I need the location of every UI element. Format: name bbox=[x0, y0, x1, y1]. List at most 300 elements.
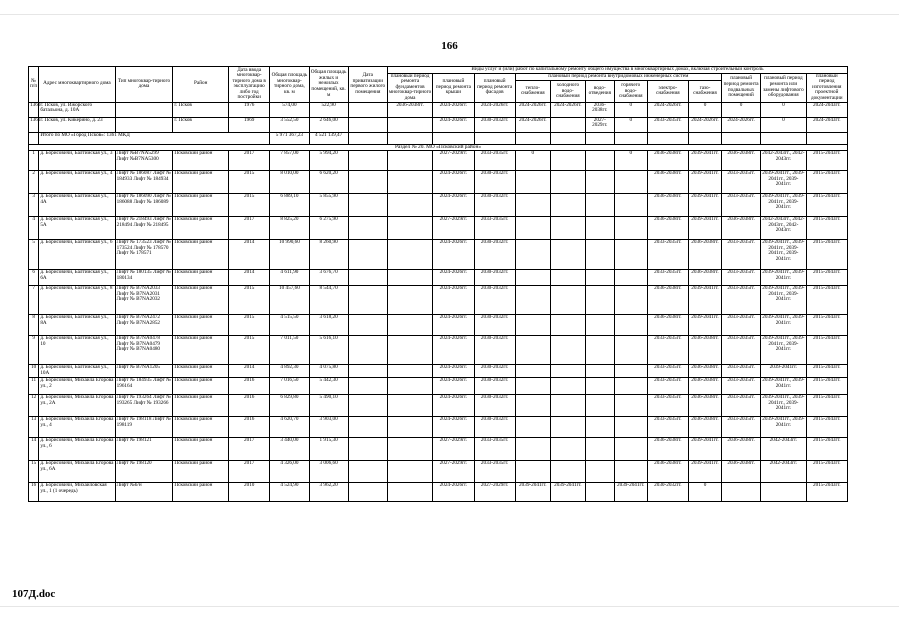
cell-roof: 2024-2026гг. bbox=[433, 286, 474, 315]
cell-sewer: 2036-2038гг. bbox=[585, 102, 614, 117]
cell-year: 2010 bbox=[229, 483, 270, 502]
empty-cell bbox=[433, 132, 474, 144]
cell-base: 2033-2035гг. bbox=[722, 395, 761, 417]
cell-num: 12 bbox=[29, 395, 39, 417]
cell-elec: 2030-2032гг. bbox=[647, 483, 688, 502]
cell-found bbox=[387, 117, 432, 132]
cell-district: Псковский район bbox=[173, 270, 229, 286]
col-address: Адрес многоквартирного дома bbox=[39, 67, 115, 103]
cell-facade: 2030-2032гг. bbox=[474, 270, 515, 286]
table-row bbox=[29, 438, 848, 461]
cell-roof: 2024-2026гг. bbox=[433, 336, 474, 365]
cell-found bbox=[387, 438, 432, 461]
cell-gas: 2039-2041гг. bbox=[689, 151, 722, 171]
cell-num: 15 bbox=[29, 461, 39, 483]
total-label: Итого по МО «Город Псков»: 1361 МКД bbox=[39, 132, 270, 144]
cell-address: д. Борисовичи, Балтийская ул., 5А bbox=[39, 217, 115, 240]
cell-roof: 2027-2029гг. bbox=[433, 461, 474, 483]
cell-proj: 2015-2043гг. bbox=[806, 171, 847, 194]
col-sewer: водо-отведения bbox=[585, 81, 614, 102]
table-row bbox=[29, 461, 848, 483]
cell-priv bbox=[348, 286, 387, 315]
footer-filename: 107Д.doc bbox=[12, 588, 56, 600]
cell-num: 8 bbox=[29, 315, 39, 336]
cell-proj: 2015-2043гг. bbox=[806, 461, 847, 483]
cell-lift: 0 bbox=[761, 117, 806, 132]
col-basement: плановый период ремонта подвальных помещений bbox=[722, 73, 761, 102]
engineering-group-header: плановый период ремонта внутридомовых инженерных систем bbox=[515, 73, 721, 81]
cell-year: 2014 bbox=[229, 365, 270, 378]
cell-type: Лифт №B7NA5299 Лифт №B7NA5300 bbox=[115, 151, 173, 171]
cell-gas: 2036-2038гг. bbox=[689, 270, 722, 286]
cell-sewer bbox=[585, 336, 614, 365]
cell-district: Псковский район bbox=[173, 171, 229, 194]
cell-address: д. Борисовичи, Балтийская ул., 4А bbox=[39, 194, 115, 217]
cell-total: 4 326,00 bbox=[270, 461, 309, 483]
table-row bbox=[29, 117, 848, 132]
cell-type: Лифт № 180135 Лифт № 180134 bbox=[115, 270, 173, 286]
cell-found bbox=[387, 365, 432, 378]
cell-sewer bbox=[585, 378, 614, 395]
cell-priv bbox=[348, 336, 387, 365]
cell-hot bbox=[614, 171, 647, 194]
cell-proj: 2024-2043гг. bbox=[806, 102, 847, 117]
col-district: Район bbox=[173, 67, 229, 103]
cell-elec: 2024-2026гг. bbox=[647, 102, 688, 117]
cell-sewer bbox=[585, 315, 614, 336]
cell-living: 2 646,00 bbox=[309, 117, 348, 132]
cell-priv bbox=[348, 151, 387, 171]
cell-gas: 2039-2041гг. bbox=[689, 217, 722, 240]
table-row bbox=[29, 483, 848, 502]
cell-year: 1969 bbox=[229, 117, 270, 132]
cell-hot bbox=[614, 461, 647, 483]
cell-roof: 2024-2026гг. bbox=[433, 117, 474, 132]
cell-heat bbox=[515, 438, 550, 461]
empty-cell bbox=[722, 132, 761, 144]
cell-district: Псковский район bbox=[173, 336, 229, 365]
col-living-area: Общая площадь жилых и нежилых помещений, кв. м bbox=[309, 67, 348, 103]
table-body bbox=[29, 102, 848, 502]
cell-lift: 2039-2041гг., 2039-2041гг. bbox=[761, 378, 806, 395]
cell-lift: 2039-2041гг., 2039-2041гг. bbox=[761, 315, 806, 336]
cell-priv bbox=[348, 171, 387, 194]
cell-type bbox=[115, 102, 173, 117]
cell-year: 2016 bbox=[229, 417, 270, 438]
cell-address: д. Борисовичи, Балтийская ул., 10 bbox=[39, 336, 115, 365]
cell-heat bbox=[515, 286, 550, 315]
cell-proj: 2015-2043гг. bbox=[806, 417, 847, 438]
table-row bbox=[29, 217, 848, 240]
cell-heat bbox=[515, 171, 550, 194]
section-title: Раздел № 20. МО «Псковский район» bbox=[29, 144, 848, 151]
empty-cell bbox=[387, 132, 432, 144]
cell-total: 4 515,50 bbox=[270, 315, 309, 336]
cell-district: Псковский район bbox=[173, 395, 229, 417]
cell-num: 1 bbox=[29, 151, 39, 171]
cell-elec: 2033-2035гг. bbox=[647, 336, 688, 365]
cell-num: 2 bbox=[29, 171, 39, 194]
cell-gas: 2039-2041гг. bbox=[689, 461, 722, 483]
empty-cell bbox=[761, 132, 806, 144]
cell-proj: 2015-2043гг. bbox=[806, 286, 847, 315]
cell-sewer: 2027-2029гг. bbox=[585, 117, 614, 132]
cell-total: 6 889,10 bbox=[270, 194, 309, 217]
cell-cold bbox=[550, 240, 585, 270]
table-row bbox=[29, 315, 848, 336]
cell-roof: 2024-2026гг. bbox=[433, 378, 474, 395]
cell-facade: 2030-2032гг. bbox=[474, 286, 515, 315]
cell-total: 10 990,60 bbox=[270, 240, 309, 270]
cell-year: 2014 bbox=[229, 270, 270, 286]
cell-living: 6 620,20 bbox=[309, 171, 348, 194]
cell-total: 10 457,60 bbox=[270, 286, 309, 315]
cell-heat bbox=[515, 270, 550, 286]
cell-cold bbox=[550, 151, 585, 171]
cell-living: 8 544,70 bbox=[309, 286, 348, 315]
cell-sewer bbox=[585, 151, 614, 171]
cell-cold bbox=[550, 417, 585, 438]
cell-sewer bbox=[585, 217, 614, 240]
cell-num: 10 bbox=[29, 365, 39, 378]
cell-base: 0 bbox=[722, 102, 761, 117]
cell-hot: 2039-2041гг. bbox=[614, 483, 647, 502]
cell-total: 4 611,90 bbox=[270, 270, 309, 286]
cell-sewer bbox=[585, 483, 614, 502]
cell-living: 4 075,80 bbox=[309, 365, 348, 378]
col-num: № п/п bbox=[29, 67, 39, 103]
cell-facade: 2033-2035гг. bbox=[474, 438, 515, 461]
cell-heat bbox=[515, 378, 550, 395]
col-type: Тип многоквар-тирного дома bbox=[115, 67, 173, 103]
col-elevator: плановый период ремонта или замены лифтового оборудования bbox=[761, 73, 806, 102]
cell-address: д. Борисовичи, Михайловская ул., 1 (1 очередь) bbox=[39, 483, 115, 502]
col-total-area: Общая площадь многоквар-тирного дома, кв. м bbox=[270, 67, 309, 103]
cell-priv bbox=[348, 461, 387, 483]
cell-elec: 2036-2038гг. bbox=[647, 171, 688, 194]
cell-cold bbox=[550, 286, 585, 315]
table-row bbox=[29, 286, 848, 315]
cell-elec: 2036-2038гг. bbox=[647, 438, 688, 461]
cell-facade: 2024-2026гг. bbox=[474, 102, 515, 117]
cell-facade: 2030-2032гг. bbox=[474, 378, 515, 395]
cell-heat bbox=[515, 315, 550, 336]
cell-living: 5 442,30 bbox=[309, 378, 348, 395]
col-roof: плановый период ремонта крыши bbox=[433, 73, 474, 102]
cell-proj: 2015-2043гг. bbox=[806, 378, 847, 395]
cell-heat bbox=[515, 417, 550, 438]
cell-address: д. Борисовичи, Балтийская ул., 4 bbox=[39, 171, 115, 194]
cell-heat bbox=[515, 240, 550, 270]
table-row bbox=[29, 365, 848, 378]
cell-base: 2036-2038гг. bbox=[722, 438, 761, 461]
cell-gas: 2024-2026гг. bbox=[689, 117, 722, 132]
cell-address: г. Псков, ул. Кикерино, д. 23 bbox=[39, 117, 115, 132]
cell-hot bbox=[614, 240, 647, 270]
cell-base: 2033-2035гг. bbox=[722, 417, 761, 438]
cell-sewer bbox=[585, 438, 614, 461]
cell-gas: 2036-2038гг. bbox=[689, 240, 722, 270]
cell-lift: 2039-2041гг., 2039-2041гг., 2039-2041гг. bbox=[761, 171, 806, 194]
cell-base: 2036-2038гг. bbox=[722, 461, 761, 483]
cell-priv bbox=[348, 315, 387, 336]
cell-year: 2015 bbox=[229, 315, 270, 336]
cell-year: 2017 bbox=[229, 151, 270, 171]
cell-elec: 2033-2035гг. bbox=[647, 270, 688, 286]
cell-proj: 2015-2043гг. bbox=[806, 240, 847, 270]
cell-facade: 2030-2032гг. bbox=[474, 117, 515, 132]
cell-lift: 2042-2043гг., 2042-2043гг. bbox=[761, 151, 806, 171]
cell-priv bbox=[348, 365, 387, 378]
cell-gas: 2039-2041гг. bbox=[689, 315, 722, 336]
cell-lift: 2039-2041гг., 2039-2041гг. bbox=[761, 270, 806, 286]
cell-address: д. Борисовичи, Михаила Егорова ул., 6А bbox=[39, 461, 115, 483]
table-row bbox=[29, 102, 848, 117]
cell-hot bbox=[614, 286, 647, 315]
cell-district: Псковский район bbox=[173, 151, 229, 171]
cell-sewer bbox=[585, 270, 614, 286]
cell-priv bbox=[348, 217, 387, 240]
cell-roof: 2024-2026гг. bbox=[433, 270, 474, 286]
cell-year: 2015 bbox=[229, 286, 270, 315]
cell-living: 3 903,00 bbox=[309, 417, 348, 438]
cell-lift: 2039-2041гг., 2039-2041гг., 2039-2041гг. bbox=[761, 286, 806, 315]
cell-sewer bbox=[585, 286, 614, 315]
cell-type: Лифт № B7NA0478 Лифт № B7NA0479 Лифт № B7NA0480 bbox=[115, 336, 173, 365]
cell-found: 2036-2038гг. bbox=[387, 102, 432, 117]
cell-address: д. Борисовичи, Балтийская ул., 8 bbox=[39, 286, 115, 315]
cell-address: д. Борисовичи, Балтийская ул., 8А bbox=[39, 315, 115, 336]
cell-cold bbox=[550, 378, 585, 395]
empty-cell bbox=[585, 132, 614, 144]
cell-elec: 2033-2035гг. bbox=[647, 417, 688, 438]
cell-cold bbox=[550, 315, 585, 336]
cell-roof: 2024-2026гг. bbox=[433, 194, 474, 217]
cell-heat bbox=[515, 336, 550, 365]
cell-hot bbox=[614, 365, 647, 378]
cell-year: 2016 bbox=[229, 395, 270, 417]
cell-num: 3 bbox=[29, 194, 39, 217]
cell-total: 7 016,50 bbox=[270, 378, 309, 395]
cell-num: 5 bbox=[29, 240, 39, 270]
cell-living: 8 260,90 bbox=[309, 240, 348, 270]
cell-found bbox=[387, 395, 432, 417]
cell-cold bbox=[550, 365, 585, 378]
cell-living: 3 006,60 bbox=[309, 461, 348, 483]
cell-address: д. Борисовичи, Михаила Егорова ул., 4 bbox=[39, 417, 115, 438]
living-area-sum: 4 521 139,47 bbox=[309, 132, 348, 144]
cell-hot: 0 bbox=[614, 102, 647, 117]
cell-found bbox=[387, 378, 432, 395]
cell-facade: 2030-2032гг. bbox=[474, 395, 515, 417]
cell-priv bbox=[348, 395, 387, 417]
cell-base: 2033-2035гг. bbox=[722, 270, 761, 286]
cell-found bbox=[387, 151, 432, 171]
cell-sewer bbox=[585, 194, 614, 217]
cell-heat bbox=[515, 365, 550, 378]
cell-elec: 2036-2038гг. bbox=[647, 286, 688, 315]
cell-priv bbox=[348, 438, 387, 461]
cell-lift: 0 bbox=[761, 102, 806, 117]
cell-facade: 2030-2032гг. bbox=[474, 336, 515, 365]
cell-living: 5 616,10 bbox=[309, 336, 348, 365]
cell-gas: 2039-2041гг. bbox=[689, 171, 722, 194]
cell-cold bbox=[550, 461, 585, 483]
cell-total: 8 010,00 bbox=[270, 171, 309, 194]
cell-address: д. Борисовичи, Балтийская ул., 6 bbox=[39, 240, 115, 270]
cell-heat bbox=[515, 217, 550, 240]
cell-hot bbox=[614, 438, 647, 461]
cell-found bbox=[387, 240, 432, 270]
cell-base: 2033-2035гг. bbox=[722, 315, 761, 336]
empty-cell bbox=[348, 132, 387, 144]
col-hot-water: горячего водо-снабжения bbox=[614, 81, 647, 102]
cell-priv bbox=[348, 378, 387, 395]
cell-address: г. Псков, ул. Ижорского батальона, д. 10А bbox=[39, 102, 115, 117]
cell-type: Лифт № 186087 Лифт № 184933 Лифт № 184934 bbox=[115, 171, 173, 194]
cell-hot: 0 bbox=[614, 117, 647, 132]
cell-lift: 2039-2041гг., 2039-2041гг., 2039-2041гг. bbox=[761, 194, 806, 217]
cell-proj: 2015-2043гг. bbox=[806, 483, 847, 502]
cell-gas: 2036-2038гг. bbox=[689, 336, 722, 365]
cell-total: 4 620,70 bbox=[270, 417, 309, 438]
cell-facade: 2027-2029гг. bbox=[474, 483, 515, 502]
cell-proj: 2015-2043гг. bbox=[806, 438, 847, 461]
empty-cell bbox=[550, 132, 585, 144]
cell-priv bbox=[348, 240, 387, 270]
cell-found bbox=[387, 217, 432, 240]
cell-living: 5 855,90 bbox=[309, 194, 348, 217]
table-row bbox=[29, 270, 848, 286]
cell-base bbox=[722, 483, 761, 502]
cell-address: д. Борисовичи, Михаила Егорова ул., 2А bbox=[39, 395, 115, 417]
cell-num: 11 bbox=[29, 378, 39, 395]
cell-facade: 2030-2032гг. bbox=[474, 194, 515, 217]
cell-hot bbox=[614, 315, 647, 336]
cell-heat bbox=[515, 461, 550, 483]
cell-living: 5 490,10 bbox=[309, 395, 348, 417]
cell-address: д. Борисовичи, Балтийская ул., 6А bbox=[39, 270, 115, 286]
cell-type: Лифт № B7NA2033 Лифт № B7NA2031 Лифт № B7NA2032 bbox=[115, 286, 173, 315]
cell-facade: 2030-2032гг. bbox=[474, 417, 515, 438]
cell-year: 2014 bbox=[229, 240, 270, 270]
cell-found bbox=[387, 270, 432, 286]
cell-num: 9 bbox=[29, 336, 39, 365]
cell-year: 2017 bbox=[229, 438, 270, 461]
cell-gas: 2036-2038гг. bbox=[689, 395, 722, 417]
cell-elec: 2036-2038гг. bbox=[647, 217, 688, 240]
empty-cell bbox=[806, 132, 847, 144]
cell-base: 2036-2038гг. bbox=[722, 151, 761, 171]
cell-district: Псковский район bbox=[173, 483, 229, 502]
cell-num: 1360 bbox=[29, 102, 39, 117]
cell-district: г. Псков bbox=[173, 102, 229, 117]
cell-elec: 2036-2038гг. bbox=[647, 151, 688, 171]
cell-cold: 2024-2026гг. bbox=[550, 102, 585, 117]
cell-gas: 0 bbox=[689, 483, 722, 502]
cell-facade: 2030-2032гг. bbox=[474, 171, 515, 194]
cell-priv bbox=[348, 270, 387, 286]
total-row bbox=[29, 132, 848, 144]
cell-district: Псковский район bbox=[173, 461, 229, 483]
cell-type: Лифт №б/н bbox=[115, 483, 173, 502]
cell-address: д. Борисовичи, Михаила Егорова ул., 6 bbox=[39, 438, 115, 461]
cell-elec: 2036-2038гг. bbox=[647, 194, 688, 217]
table-row bbox=[29, 417, 848, 438]
cell-roof: 2024-2026гг. bbox=[433, 417, 474, 438]
cell-sewer bbox=[585, 240, 614, 270]
col-facade: плановый период ремонта фасадов bbox=[474, 73, 515, 102]
cell-cold bbox=[550, 336, 585, 365]
empty-cell bbox=[689, 132, 722, 144]
cell-found bbox=[387, 286, 432, 315]
cell-district: г. Псков bbox=[173, 117, 229, 132]
cell-roof: 2024-2026гг. bbox=[433, 483, 474, 502]
cell-roof: 2027-2029гг. bbox=[433, 438, 474, 461]
cell-type: Лифт № 198120 bbox=[115, 461, 173, 483]
cell-district: Псковский район bbox=[173, 438, 229, 461]
cell-year: 2015 bbox=[229, 194, 270, 217]
col-privatization-date: Дата приватизации первого жилого помещения bbox=[348, 67, 387, 103]
cell-total: 4 892,30 bbox=[270, 365, 309, 378]
cell-base: 2033-2035гг. bbox=[722, 365, 761, 378]
cell-hot bbox=[614, 336, 647, 365]
cell-facade: 2030-2032гг. bbox=[474, 315, 515, 336]
cell-proj: 2015-2043гг. bbox=[806, 315, 847, 336]
cell-heat: 2024-2026гг. bbox=[515, 117, 550, 132]
col-foundation: плановый период ремонта фундаментов многоквар-тирного дома bbox=[388, 72, 432, 101]
cell-gas: 0 bbox=[689, 102, 722, 117]
cell-elec: 2033-2035гг. bbox=[647, 378, 688, 395]
cell-total: 7 857,00 bbox=[270, 151, 309, 171]
table-row bbox=[29, 151, 848, 171]
cell-type: Лифт № B7NA1205 bbox=[115, 365, 173, 378]
cell-district: Псковский район bbox=[173, 315, 229, 336]
cell-gas: 2039-2041гг. bbox=[689, 286, 722, 315]
cell-type: Лифт № 198118 Лифт № 198119 bbox=[115, 417, 173, 438]
cell-type: Лифт № 218493 Лифт № 218494 Лифт № 218495 bbox=[115, 217, 173, 240]
cell-lift: 2039-2041гг., 2039-2041гг. bbox=[761, 417, 806, 438]
total-spacer bbox=[29, 132, 39, 144]
cell-elec: 2033-2035гг. bbox=[647, 365, 688, 378]
cell-lift: 2042-2043гг., 2042-2043гг., 2042-2043гг. bbox=[761, 217, 806, 240]
cell-sewer bbox=[585, 417, 614, 438]
cell-hot bbox=[614, 194, 647, 217]
cell-roof: 2024-2026гг. bbox=[433, 240, 474, 270]
col-gas: газо-снабжения bbox=[689, 81, 722, 102]
cell-proj: 2015-2043гг. bbox=[806, 270, 847, 286]
cell-roof: 2024-2026гг. bbox=[433, 102, 474, 117]
table-row bbox=[29, 240, 848, 270]
cell-found bbox=[387, 194, 432, 217]
cell-gas: 2039-2041гг. bbox=[689, 194, 722, 217]
cell-hot bbox=[614, 395, 647, 417]
cell-proj: 2015-2043гг. bbox=[806, 336, 847, 365]
cell-base: 2033-2035гг. bbox=[722, 336, 761, 365]
cell-heat: 0 bbox=[515, 151, 550, 171]
cell-type: Лифт № 198121 bbox=[115, 438, 173, 461]
cell-facade: 2033-2035гг. bbox=[474, 461, 515, 483]
cell-district: Псковский район bbox=[173, 378, 229, 395]
cell-district: Псковский район bbox=[173, 417, 229, 438]
cell-base: 2033-2035гг. bbox=[722, 240, 761, 270]
cell-total: 8 825,20 bbox=[270, 217, 309, 240]
works-group-header: Виды услуг и (или) работ по капитальному ремонту общего имущества в многоквартирных домах, включая строительный контроль bbox=[387, 67, 847, 74]
cell-priv bbox=[348, 417, 387, 438]
cell-cold bbox=[550, 194, 585, 217]
cell-address: д. Борисовичи, Балтийская ул., 10А bbox=[39, 365, 115, 378]
cell-proj: 2015-2043гг. bbox=[806, 217, 847, 240]
